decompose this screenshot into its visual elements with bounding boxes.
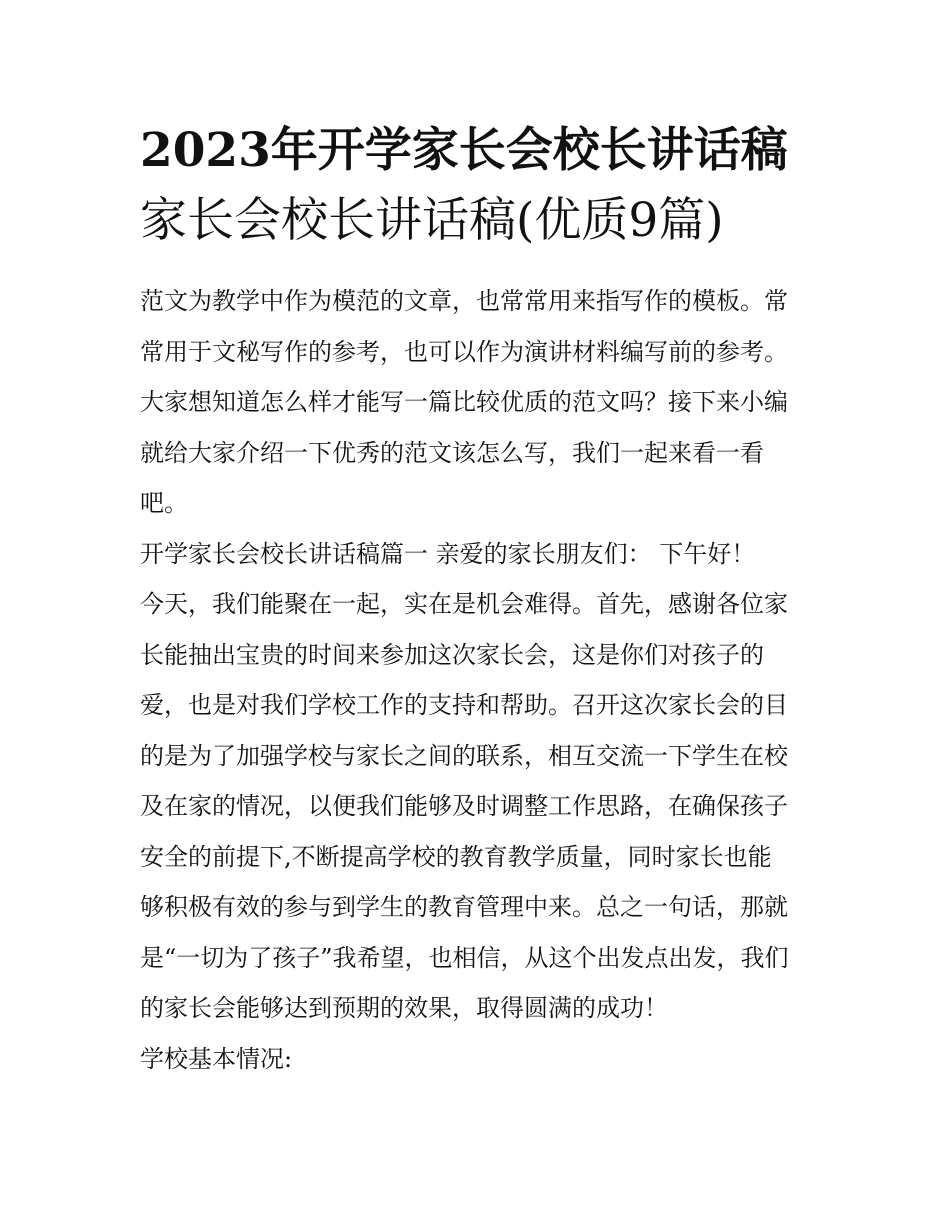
body-line: 就给大家介绍一下优秀的范文该怎么写，我们一起来看一看 (140, 438, 764, 467)
body-line: 常用于文秘写作的参考，也可以作为演讲材料编写前的参考。 (140, 337, 788, 366)
body-line: 的是为了加强学校与家长之间的联系，相互交流一下学生在校 (140, 741, 788, 770)
body-line: 爱，也是对我们学校工作的支持和帮助。召开这次家长会的目 (140, 691, 788, 719)
body-line: 安全的前提下,不断提高学校的教育教学质量，同时家长也能 (140, 842, 772, 871)
document-body (140, 276, 820, 1084)
title-line-1: 2023年开学家长会校长讲话稿 (140, 123, 788, 178)
section-heading-line: 开学家长会校长讲话稿篇一 亲爱的家长朋友们： 下午好！ (140, 539, 756, 568)
subheading-line: 学校基本情况: (140, 1044, 293, 1073)
body-line: 够积极有效的参与到学生的教育管理中来。总之一句话，那就 (140, 893, 788, 921)
body-line: 长能抽出宝贵的时间来参加这次家长会，这是你们对孩子的 (140, 640, 764, 669)
body-line: 是“一切为了孩子”我希望，也相信，从这个出发点出发，我们 (140, 943, 789, 972)
title-line-2: 家长会校长讲话稿(优质9篇) (140, 193, 724, 248)
body-line: 及在家的情况，以便我们能够及时调整工作思路，在确保孩子 (140, 792, 788, 820)
body-line: 吧。 (140, 489, 188, 517)
body-line: 今天，我们能聚在一起，实在是机会难得。首先，感谢各位家 (140, 590, 788, 618)
body-line: 大家想知道怎么样才能写一篇比较优质的范文吗？接下来小编 (140, 388, 788, 416)
document-title (140, 116, 820, 256)
body-line: 的家长会能够达到预期的效果，取得圆满的成功！ (140, 994, 668, 1022)
body-line: 范文为教学中作为模范的文章，也常常用来指写作的模板。常 (140, 287, 788, 315)
